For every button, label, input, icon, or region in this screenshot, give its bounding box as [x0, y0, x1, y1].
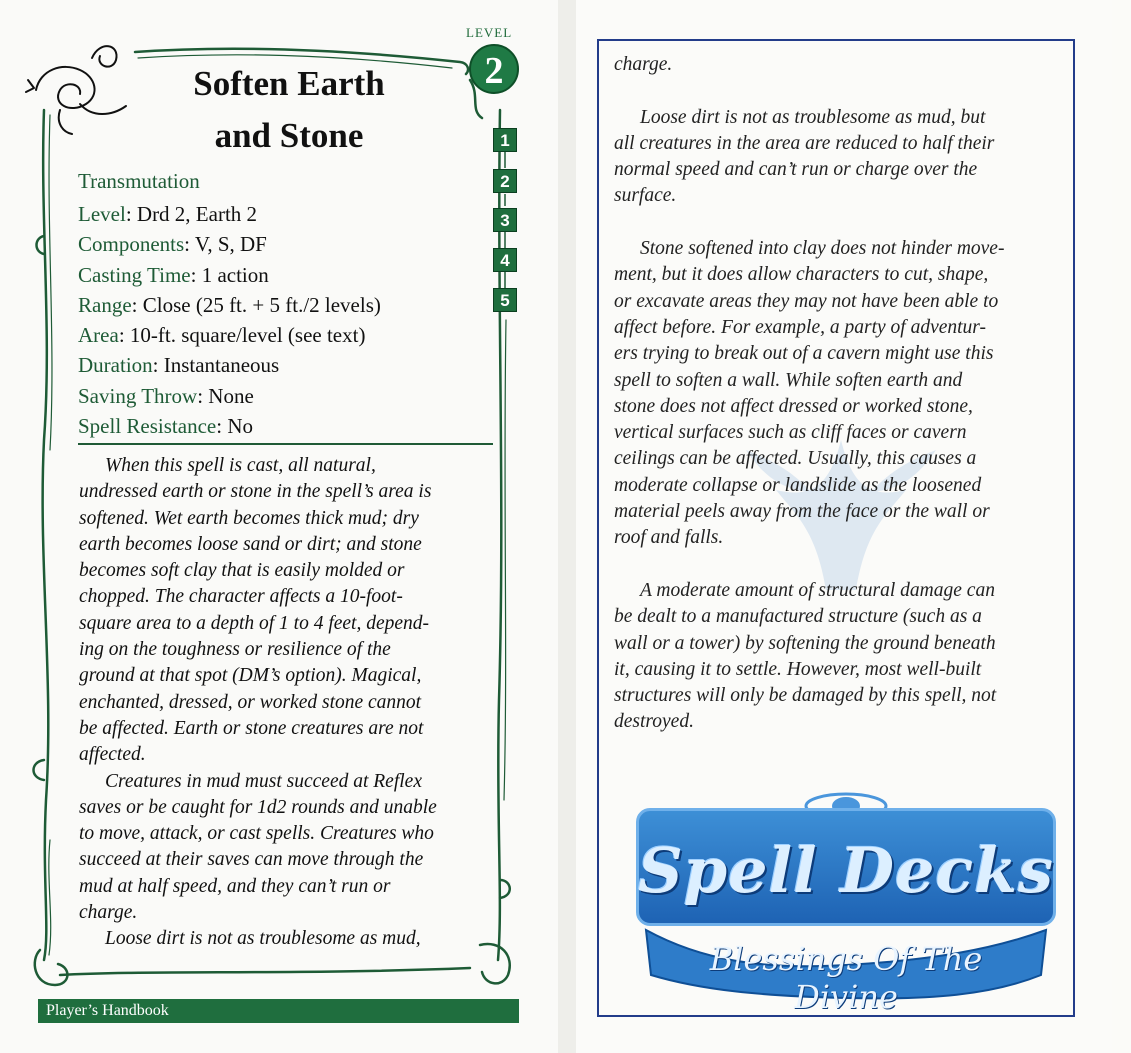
text-line: ground at that spot (DM’s option). Magical, [79, 665, 422, 687]
spell-stats [78, 199, 493, 441]
text-line: Creatures in mud must succeed at Reflex [105, 770, 422, 792]
back-paragraph [614, 236, 1074, 552]
stat-label: Saving Throw [78, 383, 198, 408]
text-line: vertical surfaces such as cliff faces or cavern [614, 422, 967, 444]
spell-card-back [576, 0, 1112, 1053]
level-label: LEVEL [466, 25, 513, 40]
text-line: be dealt to a manufactured structure (such as a [614, 606, 982, 628]
text-line: ing on the toughness or resilience of the [79, 639, 391, 661]
stat-casting-time [78, 260, 493, 290]
stat-range [78, 290, 493, 320]
stat-value: : V, S, DF [184, 232, 267, 257]
text-line: affect before. For example, a party of adventur- [614, 316, 986, 338]
text-line: A moderate amount of structural damage can [640, 579, 995, 601]
text-line: softened. Wet earth becomes thick mud; dry [79, 507, 419, 529]
stat-label: Casting Time [78, 262, 191, 287]
stat-value: : No [216, 414, 253, 439]
stat-area [78, 320, 493, 350]
stat-level [78, 199, 493, 229]
stat-label: Range [78, 292, 132, 317]
text-line: or excavate areas they may not have been able to [614, 290, 999, 312]
card-gutter [558, 0, 576, 1053]
back-paragraph [614, 52, 1074, 78]
description-paragraph [79, 926, 497, 952]
stat-value: : Drd 2, Earth 2 [125, 202, 258, 226]
stat-value: : 1 action [190, 262, 269, 287]
stats-divider [78, 443, 493, 445]
spell-title-line1: Soften Earth [193, 64, 385, 103]
text-line: destroyed. [614, 711, 694, 733]
text-line: mud at half speed, and they can’t run or [79, 875, 391, 897]
description-paragraph [79, 453, 497, 769]
spell-card-front [0, 0, 558, 1053]
stat-label: Level [78, 202, 126, 226]
text-line: succeed at their saves can move through the [79, 849, 424, 871]
stat-duration [78, 350, 493, 380]
spell-title-line2: and Stone [214, 116, 364, 155]
text-line: surface. [614, 185, 677, 207]
text-line: chopped. The character affects a 10-foot- [79, 586, 403, 608]
text-line: be affected. Earth or stone creatures are not [79, 717, 424, 739]
text-line: structures will only be damaged by this spell, not [614, 685, 997, 707]
text-line: earth becomes loose sand or dirt; and stone [79, 533, 422, 555]
logo-title: Spell Decks [637, 834, 1055, 907]
text-line: charge. [79, 902, 138, 924]
stat-value: : Instantaneous [152, 353, 280, 378]
text-line: roof and falls. [614, 527, 724, 549]
text-line: material peels away from the face or the wall or [614, 501, 990, 523]
text-line: to move, attack, or cast spells. Creatures who [79, 823, 434, 845]
stat-saving-throw [78, 381, 493, 411]
level-box-1: 1 [493, 128, 517, 152]
text-line: charge. [614, 54, 673, 75]
back-description [614, 52, 1074, 762]
text-line: becomes soft clay that is easily molded or [79, 560, 405, 582]
stat-label: Duration [78, 353, 153, 378]
text-line: Stone softened into clay does not hinder move- [640, 238, 1005, 260]
text-line: saves or be caught for 1d2 rounds and unable [79, 796, 437, 818]
stat-label: Components [78, 232, 185, 257]
stat-label: Spell Resistance [78, 414, 217, 439]
level-box-3: 3 [493, 208, 517, 232]
back-paragraph [614, 105, 1074, 210]
level-box-5: 5 [493, 288, 517, 312]
level-box-4: 4 [493, 248, 517, 272]
level-badge: 2 [469, 44, 519, 94]
text-line: enchanted, dressed, or worked stone cannot [79, 691, 422, 713]
spell-decks-logo [631, 790, 1061, 1016]
back-paragraph [614, 578, 1074, 736]
text-line: ment, but it does allow characters to cut, shape, [614, 264, 989, 286]
text-line: spell to soften a wall. While soften earth and [614, 369, 963, 391]
stat-label: Area [78, 323, 119, 348]
text-line: ceilings can be affected. Usually, this causes a [614, 448, 977, 470]
stat-spell-resistance [78, 411, 493, 441]
text-line: all creatures in the area are reduced to half their [614, 132, 995, 154]
text-line: Loose dirt is not as troublesome as mud, [105, 928, 421, 950]
text-line: undressed earth or stone in the spell’s area is [79, 481, 432, 503]
text-line: Loose dirt is not as troublesome as mud, but [640, 106, 986, 128]
text-line: square area to a depth of 1 to 4 feet, depend- [79, 612, 430, 634]
spell-description [79, 453, 497, 953]
text-line: it, causing it to settle. However, most well-built [614, 658, 982, 680]
level-box-2: 2 [493, 169, 517, 193]
text-line: wall or a tower) by softening the ground beneath [614, 632, 996, 654]
text-line: moderate collapse or landslide as the loosened [614, 474, 982, 496]
stat-components [78, 229, 493, 259]
logo-subtitle: Blessings Of The Divine [709, 940, 983, 1016]
text-line: normal speed and can’t run or charge over the [614, 159, 978, 181]
stat-value: : None [197, 383, 254, 408]
source-book: Player’s Handbook [46, 1002, 169, 1019]
stat-value: : 10-ft. square/level (see text) [118, 323, 366, 348]
text-line: ers trying to break out of a cavern might use this [614, 343, 994, 365]
spell-title [150, 58, 428, 162]
text-line: affected. [79, 744, 146, 766]
spell-school: Transmutation [78, 169, 200, 193]
text-line: stone does not affect dressed or worked stone, [614, 395, 973, 417]
text-line: When this spell is cast, all natural, [105, 455, 376, 476]
stat-value: : Close (25 ft. + 5 ft./2 levels) [131, 292, 381, 317]
description-paragraph [79, 769, 497, 927]
